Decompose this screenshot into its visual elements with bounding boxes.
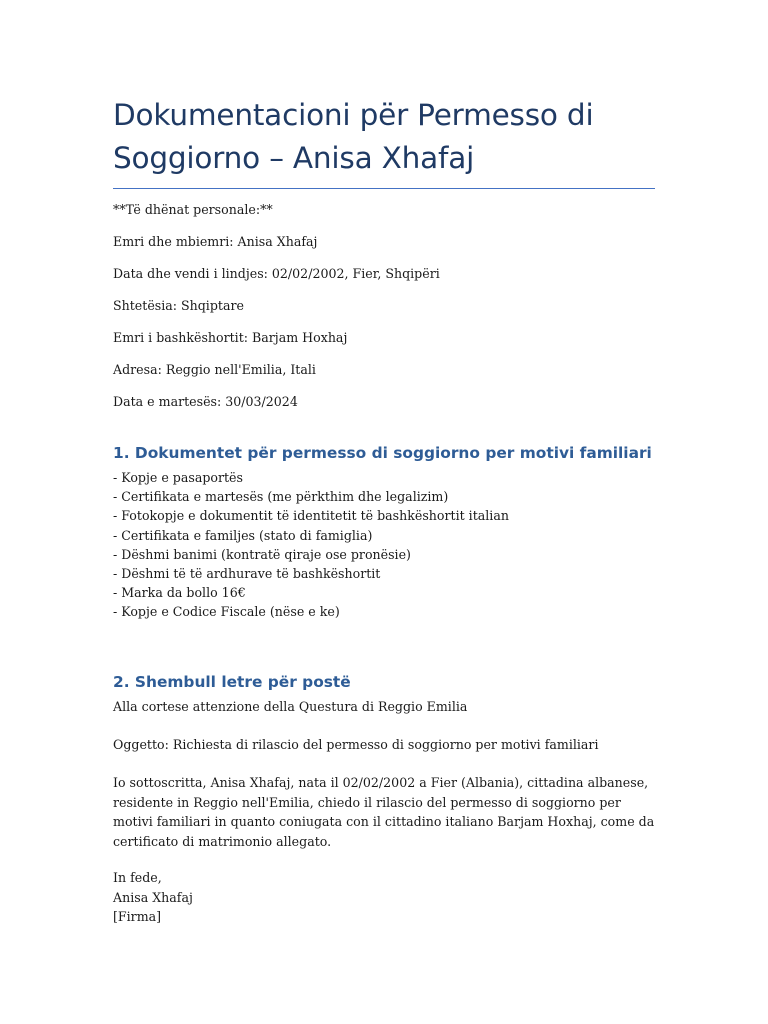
letter-signature-block xyxy=(113,868,193,927)
list-item: - Dëshmi të të ardhurave të bashkëshortit xyxy=(113,566,381,582)
field-name: Emri dhe mbiemri: Anisa Xhafaj xyxy=(113,234,318,249)
list-item: - Kopje e Codice Fiscale (nëse e ke) xyxy=(113,604,340,620)
personal-data-heading: **Të dhënat personale:** xyxy=(113,202,273,217)
letter-body: Io sottoscritta, Anisa Xhafaj, nata il 02/02/2002 a Fier (Albania), cittadina albanese, residente in Reggio nell'Emilia, chiedo il rilascio del permesso di soggiorno per motivi familiari in quanto coniugata con il cittadino italiano Barjam Hoxhaj, come da certificato di matrimonio allegato. xyxy=(113,775,655,849)
list-item: - Marka da bollo 16€ xyxy=(113,585,246,601)
list-item: - Fotokopje e dokumentit të identitetit të bashkëshortit italian xyxy=(113,508,509,524)
section-1-heading: 1. Dokumentet për permesso di soggiorno per motivi familiari xyxy=(113,444,652,462)
documents-list xyxy=(113,468,509,622)
list-item: - Kopje e pasaportës xyxy=(113,470,243,485)
title-block xyxy=(113,94,655,189)
list-item: - Certifikata e martesës (me përkthim dhe legalizim) xyxy=(113,489,449,505)
field-address: Adresa: Reggio nell'Emilia, Itali xyxy=(113,362,316,377)
field-citizenship: Shtetësia: Shqiptare xyxy=(113,298,244,313)
field-marriage-date: Data e martesës: 30/03/2024 xyxy=(113,394,298,409)
section-2-heading: 2. Shembull letre për postë xyxy=(113,673,351,691)
title-underline xyxy=(113,188,655,189)
letter-addressee: Alla cortese attenzione della Questura di Reggio Emilia xyxy=(113,699,468,714)
letter-subject: Oggetto: Richiesta di rilascio del permesso di soggiorno per motivi familiari xyxy=(113,737,599,752)
field-spouse: Emri i bashkëshortit: Barjam Hoxhaj xyxy=(113,330,348,345)
list-item: - Certifikata e familjes (stato di famiglia) xyxy=(113,527,373,543)
letter-closing: In fede, xyxy=(113,870,162,885)
signature-placeholder: [Firma] xyxy=(113,909,162,925)
letter-signer: Anisa Xhafaj xyxy=(113,889,193,905)
field-birth: Data dhe vendi i lindjes: 02/02/2002, Fier, Shqipëri xyxy=(113,266,440,281)
document-title: Dokumentacioni për Permesso di Soggiorno – Anisa Xhafaj xyxy=(113,98,594,175)
list-item: - Dëshmi banimi (kontratë qiraje ose pronësie) xyxy=(113,546,411,562)
